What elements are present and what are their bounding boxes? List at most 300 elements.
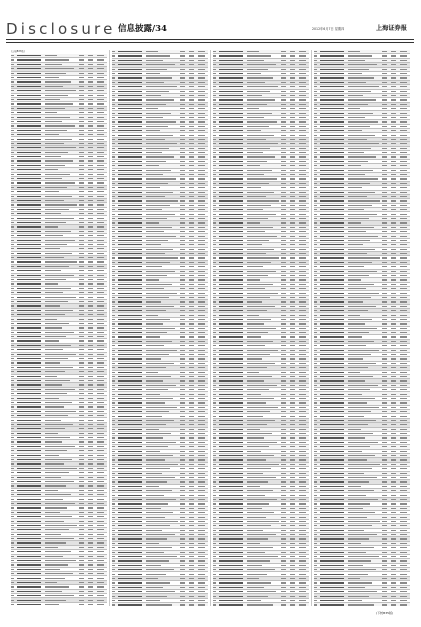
table-cell (189, 529, 198, 532)
table-cell (320, 331, 348, 334)
table-cell (400, 169, 410, 172)
table-cell (382, 450, 391, 453)
table-cell (348, 445, 382, 448)
table-cell (45, 528, 79, 531)
table-cell (290, 594, 299, 597)
table-cell (219, 432, 247, 435)
table-cell (382, 309, 391, 312)
table-cell (88, 120, 97, 123)
table-cell (180, 125, 189, 128)
table-cell (79, 85, 88, 88)
table-cell (219, 410, 247, 413)
table-cell (382, 537, 391, 540)
table-cell (382, 590, 391, 593)
table-cell (391, 68, 400, 71)
table-cell (17, 278, 45, 281)
table-cell (281, 199, 290, 202)
table-cell (400, 287, 410, 290)
table-cell (299, 379, 309, 382)
table-cell (198, 599, 208, 602)
table-cell (290, 173, 299, 176)
table-cell (382, 340, 391, 343)
table-cell (45, 102, 79, 105)
table-cell (281, 581, 290, 584)
table-cell (320, 208, 348, 211)
table-cell (219, 129, 247, 132)
table-cell (118, 572, 146, 575)
table-cell (118, 590, 146, 593)
table-cell (118, 436, 146, 439)
table-cell (17, 199, 45, 202)
table-cell (88, 326, 97, 329)
table-cell (118, 313, 146, 316)
table-cell (198, 406, 208, 409)
table-cell (189, 344, 198, 347)
table-cell (299, 111, 309, 114)
table-cell (382, 151, 391, 154)
table-cell (299, 85, 309, 88)
table-cell (320, 542, 348, 545)
table-cell (391, 90, 400, 93)
table-cell (348, 480, 382, 483)
table-cell (146, 450, 180, 453)
table-cell (281, 586, 290, 589)
table-cell (219, 133, 247, 136)
table-cell (219, 384, 247, 387)
table-cell (299, 72, 309, 75)
table-cell (198, 419, 208, 422)
table-cell (118, 406, 146, 409)
table-cell (400, 502, 410, 505)
table-cell (180, 410, 189, 413)
table-cell (88, 309, 97, 312)
table-cell (299, 590, 309, 593)
table-cell (320, 120, 348, 123)
table-cell (146, 120, 180, 123)
table-cell (118, 485, 146, 488)
table-cell (88, 418, 97, 421)
table-cell (281, 252, 290, 255)
table-cell (88, 493, 97, 496)
table-cell (79, 502, 88, 505)
table-cell (189, 103, 198, 106)
table-cell (180, 441, 189, 444)
table-cell (189, 520, 198, 523)
table-cell (391, 217, 400, 220)
table-cell (180, 226, 189, 229)
table-cell (88, 388, 97, 391)
table-cell (382, 388, 391, 391)
table-cell (17, 476, 45, 479)
table-cell (281, 278, 290, 281)
table-cell (189, 98, 198, 101)
table-cell (198, 384, 208, 387)
table-cell (79, 603, 88, 606)
table-cell (45, 440, 79, 443)
table-cell (45, 151, 79, 154)
table-cell (348, 546, 382, 549)
table-cell (400, 296, 410, 299)
table-cell (88, 247, 97, 250)
table-cell (320, 414, 348, 417)
table-cell (400, 256, 410, 259)
table-cell (180, 568, 189, 571)
table-cell (146, 476, 180, 479)
table-cell (198, 287, 208, 290)
table-cell (17, 164, 45, 167)
table-cell (400, 186, 410, 189)
table-cell (189, 362, 198, 365)
table-cell (146, 599, 180, 602)
continued-from-note: (上接B33版) (11, 50, 25, 53)
table-cell (391, 581, 400, 584)
table-cell (79, 313, 88, 316)
table-cell (88, 458, 97, 461)
table-cell (247, 463, 281, 466)
table-cell (97, 436, 107, 439)
table-cell (348, 590, 382, 593)
table-cell (281, 406, 290, 409)
table-cell (290, 480, 299, 483)
table-cell (146, 331, 180, 334)
table-cell (281, 349, 290, 352)
table-cell (45, 462, 79, 465)
table-cell (391, 366, 400, 369)
table-cell (17, 581, 45, 584)
table-cell (247, 186, 281, 189)
table-cell (281, 401, 290, 404)
table-cell (400, 375, 410, 378)
table-cell (189, 392, 198, 395)
table-cell (299, 366, 309, 369)
table-cell (290, 164, 299, 167)
table-cell (45, 563, 79, 566)
table-cell (198, 221, 208, 224)
table-cell (17, 594, 45, 597)
table-cell (45, 195, 79, 198)
table-cell (79, 576, 88, 579)
table-cell (79, 546, 88, 549)
table-cell (219, 485, 247, 488)
table-cell (400, 68, 410, 71)
table-cell (299, 313, 309, 316)
table-cell (391, 133, 400, 136)
table-cell (299, 142, 309, 145)
table-cell (88, 440, 97, 443)
table-cell (88, 234, 97, 237)
table-cell (118, 111, 146, 114)
table-cell (45, 115, 79, 118)
table-cell (45, 291, 79, 294)
table-cell (299, 392, 309, 395)
table-cell (198, 388, 208, 391)
table-cell (180, 270, 189, 273)
table-cell (79, 440, 88, 443)
table-cell (320, 125, 348, 128)
table-cell (400, 454, 410, 457)
table-cell (198, 410, 208, 413)
table-cell (146, 507, 180, 510)
table-cell (290, 414, 299, 417)
table-cell (45, 76, 79, 79)
table-cell (146, 423, 180, 426)
table-cell (88, 313, 97, 316)
table-cell (79, 339, 88, 342)
table-cell (391, 54, 400, 57)
table-cell (400, 63, 410, 66)
table-cell (198, 248, 208, 251)
table-cell (348, 261, 382, 264)
table-cell (219, 379, 247, 382)
table-cell (281, 94, 290, 97)
table-cell (79, 480, 88, 483)
table-cell (290, 252, 299, 255)
table-cell (382, 458, 391, 461)
table-cell (281, 147, 290, 150)
table-cell (391, 340, 400, 343)
table-cell (17, 370, 45, 373)
table-cell (79, 348, 88, 351)
table-cell (219, 445, 247, 448)
table-cell (299, 191, 309, 194)
table-cell (45, 533, 79, 536)
table-cell (247, 98, 281, 101)
table-cell (198, 590, 208, 593)
table-cell (299, 515, 309, 518)
table-cell (299, 120, 309, 123)
table-cell (17, 269, 45, 272)
table-cell (189, 577, 198, 580)
table-cell (391, 542, 400, 545)
table-cell (198, 349, 208, 352)
table-cell (198, 392, 208, 395)
table-cell (146, 572, 180, 575)
table-cell (219, 270, 247, 273)
table-cell (299, 256, 309, 259)
table-cell (247, 542, 281, 545)
table-cell (45, 238, 79, 241)
table-cell (400, 195, 410, 198)
table-cell (198, 300, 208, 303)
table-cell (198, 313, 208, 316)
table-cell (281, 76, 290, 79)
table-cell (17, 550, 45, 553)
table-cell (281, 489, 290, 492)
table-cell (189, 524, 198, 527)
table-cell (146, 169, 180, 172)
table-cell (45, 54, 79, 57)
table-cell (320, 353, 348, 356)
table-cell (391, 309, 400, 312)
table-cell (189, 155, 198, 158)
table-cell (348, 366, 382, 369)
table-cell (198, 54, 208, 57)
table-cell (180, 366, 189, 369)
table-cell (45, 471, 79, 474)
table-cell (88, 405, 97, 408)
table-cell (320, 458, 348, 461)
table-cell (348, 173, 382, 176)
table-cell (281, 515, 290, 518)
table-cell (299, 375, 309, 378)
table-cell (198, 454, 208, 457)
table-cell (97, 208, 107, 211)
table-cell (219, 559, 247, 562)
table-cell (45, 568, 79, 571)
brand-wordmark: Disclosure (6, 20, 116, 38)
table-cell (247, 252, 281, 255)
table-cell (281, 379, 290, 382)
table-cell (247, 335, 281, 338)
table-cell (180, 546, 189, 549)
table-cell (320, 529, 348, 532)
table-cell (88, 256, 97, 259)
table-cell (79, 344, 88, 347)
table-cell (146, 54, 180, 57)
table-cell (320, 463, 348, 466)
table-cell (79, 326, 88, 329)
table-cell (382, 68, 391, 71)
table-cell (79, 124, 88, 127)
table-cell (391, 125, 400, 128)
table-cell (320, 362, 348, 365)
table-cell (146, 116, 180, 119)
table-cell (198, 586, 208, 589)
table-cell (118, 498, 146, 501)
table-cell (400, 559, 410, 562)
table-cell (290, 278, 299, 281)
table-cell (382, 59, 391, 62)
table-cell (281, 230, 290, 233)
table-cell (146, 590, 180, 593)
table-cell (400, 414, 410, 417)
table-cell (247, 199, 281, 202)
table-cell (17, 260, 45, 263)
table-cell (219, 520, 247, 523)
table-cell (281, 226, 290, 229)
table-cell (146, 164, 180, 167)
table-cell (45, 142, 79, 145)
table-cell (79, 401, 88, 404)
table-cell (391, 335, 400, 338)
table-cell (400, 397, 410, 400)
table-cell (88, 546, 97, 549)
table-cell (180, 234, 189, 237)
table-cell (88, 480, 97, 483)
table-cell (97, 440, 107, 443)
table-cell (281, 375, 290, 378)
table-cell (348, 72, 382, 75)
table-cell (79, 300, 88, 303)
table-cell (17, 454, 45, 457)
table-cell (290, 318, 299, 321)
table-cell (391, 164, 400, 167)
table-cell (247, 476, 281, 479)
table-cell (382, 410, 391, 413)
table-cell (299, 401, 309, 404)
table-cell (281, 318, 290, 321)
table-cell (391, 419, 400, 422)
table-cell (189, 476, 198, 479)
table-cell (189, 318, 198, 321)
table-cell (79, 181, 88, 184)
table-cell (320, 340, 348, 343)
table-cell (247, 103, 281, 106)
table-cell (45, 260, 79, 263)
table-cell (45, 410, 79, 413)
table-cell (320, 256, 348, 259)
table-cell (118, 208, 146, 211)
table-cell (281, 472, 290, 475)
table-cell (17, 124, 45, 127)
table-cell (180, 76, 189, 79)
table-cell (382, 278, 391, 281)
table-cell (146, 371, 180, 374)
table-cell (97, 414, 107, 417)
table-cell (97, 120, 107, 123)
table-cell (400, 568, 410, 571)
table-cell (17, 72, 45, 75)
table-cell (88, 230, 97, 233)
table-column-1 (11, 50, 107, 606)
table-cell (382, 98, 391, 101)
table-cell (189, 252, 198, 255)
table-cell (299, 199, 309, 202)
table-cell (79, 537, 88, 540)
table-cell (299, 147, 309, 150)
table-cell (189, 265, 198, 268)
table-cell (118, 327, 146, 330)
table-cell (391, 379, 400, 382)
table-cell (320, 375, 348, 378)
table-cell (118, 401, 146, 404)
table-cell (118, 309, 146, 312)
table-cell (97, 295, 107, 298)
table-cell (198, 85, 208, 88)
table-cell (320, 423, 348, 426)
table-cell (17, 489, 45, 492)
table-cell (118, 524, 146, 527)
table-cell (79, 598, 88, 601)
table-cell (247, 331, 281, 334)
table-cell (146, 291, 180, 294)
table-cell (290, 533, 299, 536)
table-cell (198, 129, 208, 132)
table-cell (88, 476, 97, 479)
table-cell (198, 173, 208, 176)
table-cell (382, 313, 391, 316)
table-cell (290, 529, 299, 532)
table-cell (299, 445, 309, 448)
table-cell (247, 599, 281, 602)
table-cell (281, 362, 290, 365)
table-cell (189, 186, 198, 189)
table-cell (79, 405, 88, 408)
table-cell (382, 432, 391, 435)
table-cell (118, 291, 146, 294)
table-cell (198, 265, 208, 268)
table-cell (299, 581, 309, 584)
table-cell (146, 335, 180, 338)
table-cell (146, 436, 180, 439)
table-cell (281, 234, 290, 237)
table-cell (45, 401, 79, 404)
table-cell (290, 94, 299, 97)
table-cell (382, 234, 391, 237)
table-cell (180, 151, 189, 154)
table-cell (198, 116, 208, 119)
table-cell (79, 383, 88, 386)
